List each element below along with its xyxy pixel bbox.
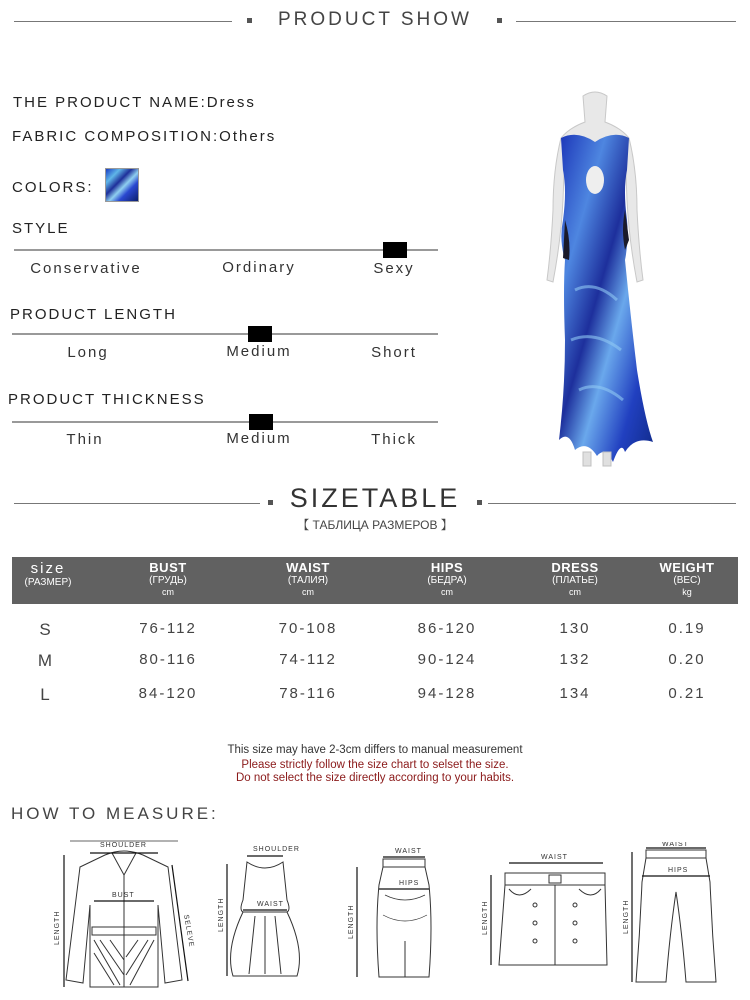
table-header-size: size (РАЗМЕР) (24, 560, 72, 588)
table-header-bust: BUST (ГРУДЬ) cm (149, 560, 187, 597)
color-swatch[interactable] (105, 168, 139, 202)
table-cell: 130 (559, 620, 591, 637)
divider-right (516, 21, 736, 22)
skirt-waist-label: WAIST (395, 848, 422, 855)
size-cell: M (37, 651, 53, 670)
table-cell: 80-116 (139, 651, 197, 668)
thickness-selected-marker (249, 414, 273, 430)
pants-waist-label: WAIST (662, 842, 689, 848)
table-header-hips: HIPS (БЕДРА) cm (427, 560, 467, 597)
thickness-option-medium: Medium (226, 430, 292, 447)
length-option-long: Long (67, 344, 109, 361)
table-cell: 90-124 (417, 651, 477, 668)
pants-length-label: LENGTH (623, 899, 630, 934)
pants-diagram (622, 842, 722, 992)
colors-label: COLORS: (12, 179, 94, 196)
table-cell: 74-112 (279, 651, 337, 668)
note-follow-chart: Please strictly follow the size chart to selset the size. (241, 759, 509, 771)
how-to-measure-title: HOW TO MEASURE: (11, 804, 219, 823)
style-option-ordinary: Ordinary (222, 259, 296, 276)
style-option-conservative: Conservative (30, 260, 142, 277)
style-option-sexy: Sexy (373, 260, 415, 277)
divider-dot (497, 18, 502, 23)
jacket-shoulder-label: SHOULDER (100, 842, 147, 849)
sizetable-title: SIZETABLE (289, 483, 461, 513)
table-cell: 76-112 (139, 620, 197, 637)
divider-dot (477, 500, 482, 505)
dress-length-label: LENGTH (218, 897, 225, 932)
skirt-hips-label: HIPS (399, 880, 420, 887)
jacket-length-label: LENGTH (54, 910, 61, 945)
length-selected-marker (248, 326, 272, 342)
shorts-length-label: LENGTH (482, 900, 489, 935)
table-cell: 84-120 (138, 685, 198, 702)
jacket-bust-label: BUST (112, 892, 135, 899)
table-cell: 0.21 (668, 685, 706, 702)
table-cell: 86-120 (417, 620, 477, 637)
style-selected-marker (383, 242, 407, 258)
shorts-waist-label: WAIST (541, 854, 568, 861)
skirt-length-label: LENGTH (348, 904, 355, 939)
dress (559, 135, 653, 462)
table-cell: 134 (559, 685, 591, 702)
jacket-diagram (50, 835, 200, 995)
thickness-option-thin: Thin (66, 431, 104, 448)
length-title: PRODUCT LENGTH (10, 306, 177, 323)
table-header-weight: WEIGHT (BEC) kg (659, 560, 715, 597)
note-measurement: This size may have 2-3cm differs to manual measurement (227, 744, 523, 756)
style-title: STYLE (12, 220, 70, 237)
shorts-diagram (475, 845, 620, 975)
sizetable-subtitle: 【 ТАБЛИЦА РАЗМЕРОВ 】 (297, 518, 453, 532)
style-scale-line (14, 249, 438, 251)
table-header-waist: WAIST (ТАЛИЯ) cm (286, 560, 330, 597)
product-show-title: PRODUCT SHOW (278, 9, 472, 30)
table-cell: 0.19 (668, 620, 706, 637)
product-name: THE PRODUCT NAME:Dress (13, 94, 256, 111)
thickness-option-thick: Thick (371, 431, 417, 448)
length-option-medium: Medium (226, 343, 292, 360)
dress-shoulder-label: SHOULDER (253, 846, 300, 853)
table-cell: 70-108 (278, 620, 338, 637)
pants-hips-label: HIPS (668, 867, 689, 874)
dress-waist-label: WAIST (257, 901, 284, 908)
thickness-scale-line (12, 421, 438, 423)
table-cell: 78-116 (279, 685, 337, 702)
thickness-title: PRODUCT THICKNESS (8, 391, 206, 408)
table-cell: 132 (559, 651, 591, 668)
table-header-dress: DRESS (ПЛАТЬЕ) cm (551, 560, 599, 597)
length-option-short: Short (371, 344, 417, 361)
fabric-composition: FABRIC COMPOSITION:Others (12, 128, 277, 145)
product-photo (525, 90, 665, 468)
dress-diagram (215, 840, 315, 985)
table-cell: 0.20 (668, 651, 706, 668)
divider-right (488, 503, 736, 504)
note-habits: Do not select the size directly according to your habits. (235, 772, 515, 784)
length-scale-line (12, 333, 438, 335)
table-cell: 94-128 (417, 685, 477, 702)
skirt-diagram (345, 845, 445, 985)
size-cell: L (40, 685, 50, 704)
jacket-sleeve-label: SELEVE (182, 914, 195, 949)
size-cell: S (39, 620, 51, 639)
